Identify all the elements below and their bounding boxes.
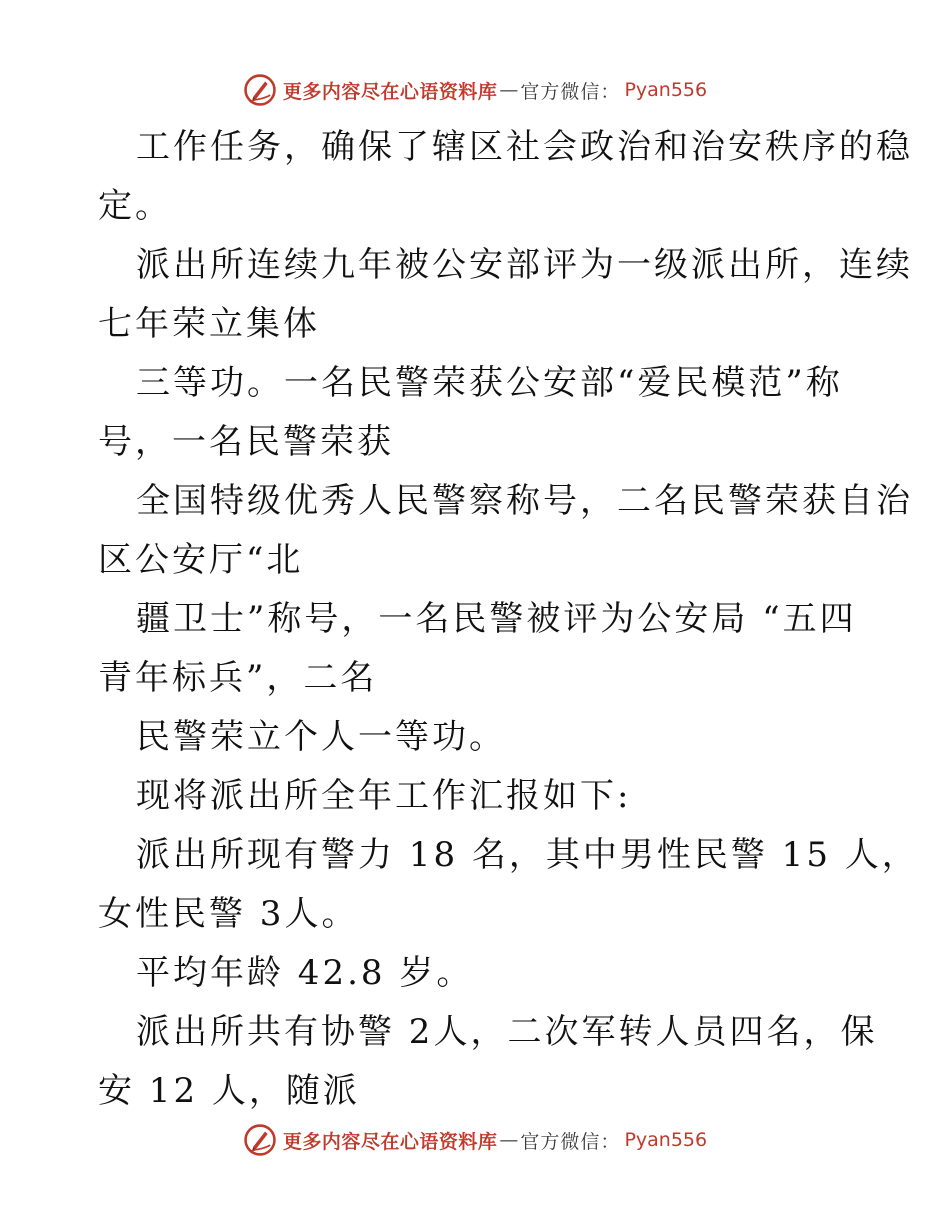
quill-logo-icon bbox=[243, 73, 277, 107]
text-line: 安 12 人，随派 bbox=[98, 1071, 360, 1111]
text-line: 现将派出所全年工作汇报如下: bbox=[136, 776, 632, 816]
banner-dash: — bbox=[499, 79, 519, 101]
text-line: 民警荣立个人一等功。 bbox=[136, 717, 506, 757]
footer-banner-text bbox=[283, 1127, 707, 1154]
text-line: 疆卫士”称号，一名民警被评为公安局 “五四 bbox=[136, 599, 857, 639]
text-line: 三等功。一名民警荣获公安部“爱民模范”称 bbox=[136, 363, 843, 403]
text-line: 派出所共有协警 2人，二次军转人员四名，保 bbox=[136, 1012, 878, 1052]
text-line: 定。 bbox=[98, 186, 172, 226]
footer-banner-content bbox=[243, 1123, 707, 1157]
text-line: 全国特级优秀人民警察称号，二名民警荣获自治 bbox=[136, 481, 913, 521]
header-banner-content bbox=[243, 73, 707, 107]
text-line: 派出所现有警力 18 名，其中男性民警 15 人， bbox=[136, 835, 919, 875]
text-line: 派出所连续九年被公安部评为一级派出所，连续 bbox=[136, 245, 913, 285]
text-line: 区公安厅“北 bbox=[98, 540, 304, 580]
text-line: 女性民警 3人。 bbox=[98, 894, 359, 934]
banner-official-label: 官方微信： bbox=[520, 1130, 621, 1153]
banner-main-text: 更多内容尽在心语资料库 bbox=[282, 80, 498, 103]
text-line: 青年标兵”，二名 bbox=[98, 658, 378, 698]
document-body bbox=[98, 118, 919, 1121]
quill-logo-icon bbox=[243, 1123, 277, 1157]
text-line: 号，一名民警荣获 bbox=[98, 422, 394, 462]
banner-dash: — bbox=[499, 1129, 519, 1151]
text-line: 平均年龄 42.8 岁。 bbox=[136, 953, 474, 993]
banner-official-label: 官方微信： bbox=[520, 80, 621, 103]
text-line: 七年荣立集体 bbox=[98, 304, 320, 344]
banner-wechat-id: Pyan556 bbox=[624, 79, 708, 101]
text-line: 工作任务，确保了辖区社会政治和治安秩序的稳 bbox=[136, 127, 913, 167]
header-banner bbox=[0, 70, 950, 110]
banner-wechat-id: Pyan556 bbox=[624, 1129, 708, 1151]
header-banner-text bbox=[283, 77, 707, 104]
banner-main-text: 更多内容尽在心语资料库 bbox=[282, 1130, 498, 1153]
footer-banner bbox=[0, 1120, 950, 1160]
